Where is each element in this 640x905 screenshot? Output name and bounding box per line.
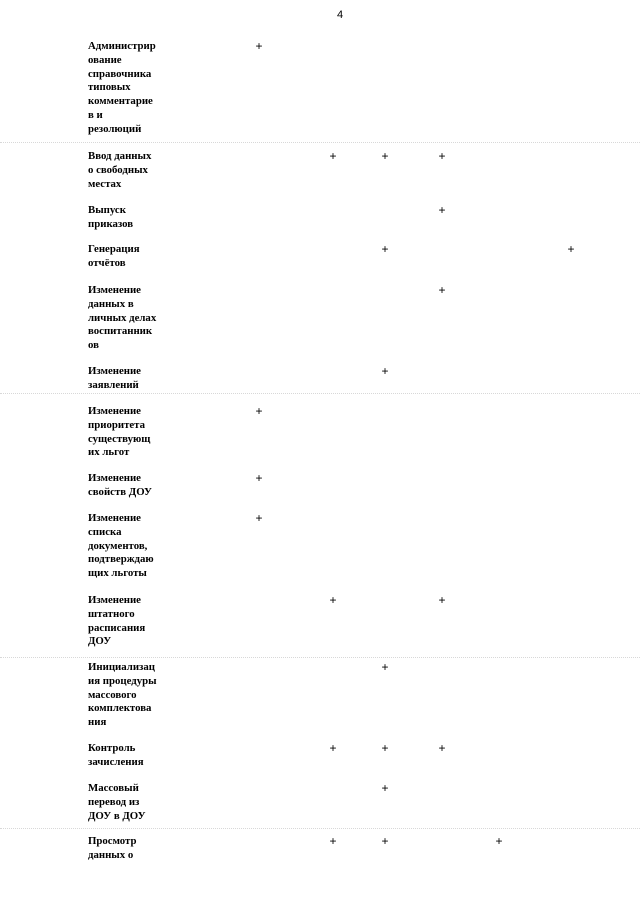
function-label: Контроль зачисления xyxy=(88,742,144,768)
access-mark: + xyxy=(438,283,446,297)
function-label: Изменение приоритета существующ их льгот xyxy=(88,405,151,459)
function-label: Изменение списка документов, подтверждаю щих льготы xyxy=(88,512,154,580)
access-mark: + xyxy=(381,364,389,378)
function-label: Инициализац ия процедуры массового комплектова ния xyxy=(88,661,157,729)
access-mark: + xyxy=(438,149,446,163)
access-mark: + xyxy=(567,242,575,256)
access-mark: + xyxy=(381,834,389,848)
access-mark: + xyxy=(381,781,389,795)
access-mark: + xyxy=(381,242,389,256)
function-label: Администрир ование справочника типовых комментарие в и резолюций xyxy=(88,40,156,135)
access-mark: + xyxy=(438,203,446,217)
access-mark: + xyxy=(329,834,337,848)
function-label: Изменение свойств ДОУ xyxy=(88,472,152,498)
access-mark: + xyxy=(381,741,389,755)
access-mark: + xyxy=(495,834,503,848)
function-label: Просмотр данных о xyxy=(88,835,137,861)
function-label: Массовый перевод из ДОУ в ДОУ xyxy=(88,782,146,822)
row-separator xyxy=(0,393,640,394)
access-mark: + xyxy=(255,511,263,525)
access-mark: + xyxy=(255,39,263,53)
row-separator xyxy=(0,142,640,143)
access-mark: + xyxy=(329,149,337,163)
access-mark: + xyxy=(255,471,263,485)
access-mark: + xyxy=(381,660,389,674)
function-label: Изменение штатного расписания ДОУ xyxy=(88,594,146,648)
access-mark: + xyxy=(255,404,263,418)
function-label: Генерация отчётов xyxy=(88,243,140,269)
function-label: Изменение заявлений xyxy=(88,365,141,391)
row-separator xyxy=(0,828,640,829)
page-number: 4 xyxy=(336,9,344,21)
row-separator xyxy=(0,657,640,658)
access-mark: + xyxy=(381,149,389,163)
access-mark: + xyxy=(438,593,446,607)
function-label: Ввод данных о свободных местах xyxy=(88,150,152,190)
function-label: Изменение данных в личных делах воспитанник ов xyxy=(88,284,157,352)
access-mark: + xyxy=(438,741,446,755)
access-mark: + xyxy=(329,741,337,755)
function-label: Выпуск приказов xyxy=(88,204,134,230)
access-mark: + xyxy=(329,593,337,607)
